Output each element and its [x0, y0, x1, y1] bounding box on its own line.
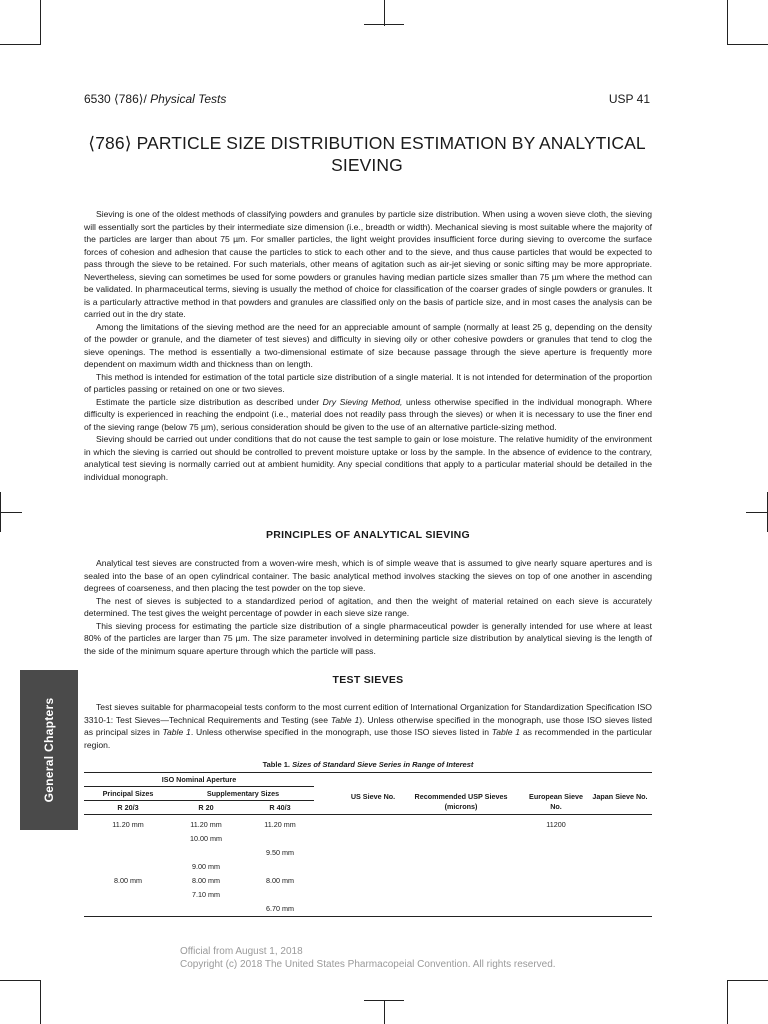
table-ref: Table 1 — [491, 727, 521, 737]
footer — [180, 945, 556, 971]
paragraph: Sieving is one of the oldest methods of classifying powders and granules by particle size distribution. When using a woven sieve cloth, the sieving will essentially sort the particles by their intermediate size dimension (i.e., breadth or width). Mechanical sieving is most suitable where the majority of the particles are larger than about 75 µm. For smaller particles, the light weight provides insufficient force during sieving to overcome the surface forces of cohesion and adhesion that cause the particles to stick to each other and to the sieve, and thus cause particles that would be expected to pass through the sieve to be retained. For such materials, other means of agitation such as air-jet sieving or sonic sifting may be more appropriate. Nevertheless, sieving can sometimes be used for some powders or granules having median particle sizes smaller than 75 µm where the method can be validated. In pharmaceutical terms, sieving is usually the method of choice for classification of the coarser grades of single powders or granules. It is a particularly attractive method in that powders and granules are classified only on the basis of particle size, and in most cases the analysis can be carried out in the dry state. — [84, 209, 652, 319]
side-tab — [20, 670, 78, 830]
table-cell: 9.50 mm — [266, 848, 294, 857]
principles-heading: PRINCIPLES OF ANALYTICAL SIEVING — [265, 529, 471, 541]
paragraph: Test sieves suitable for pharmacopeial tests conform to the most current edition of International Organization for Standardization Specification ISO 3310-1: Test Sieves—Technical Requirements and Testing (see Table 1). Unless otherwise specified in the monograph, use those ISO sieves listed as principal sizes in Table 1. Unless otherwise specified in the monograph, use those ISO sieves listed in Table 1 as recommended in the particular region. — [84, 702, 652, 750]
test-sieves-section — [84, 701, 652, 751]
table-cell: 11200 — [546, 820, 566, 829]
paragraph: Sieving should be carried out under conditions that do not cause the test sample to gain or lose moisture. The relative humidity of the environment in which the sieving is carried out should be controlled to prevent moisture uptake or loss by the sample. In the absence of evidence to the contrary, analytical test sieving is normally carried out at ambient humidity. Any special conditions that apply to a particular material should be detailed in the individual monograph. — [84, 434, 652, 482]
side-tab-label: General Chapters — [42, 697, 56, 803]
iso-nominal-aperture-header: ISO Nominal Aperture — [161, 775, 237, 784]
page-title: ⟨786⟩ PARTICLE SIZE DISTRIBUTION ESTIMATION BY ANALYTICAL SIEVING — [88, 133, 646, 175]
footer-official: Official from August 1, 2018 — [180, 946, 303, 957]
table-cell: 8.00 mm — [114, 876, 142, 885]
us-sieve-header: US Sieve No. — [350, 792, 396, 801]
running-header-left: 6530 ⟨786⟩/ Physical Tests — [84, 92, 227, 106]
table-cell: 11.20 mm — [190, 820, 222, 829]
table-cell: 8.00 mm — [266, 876, 294, 885]
table-cell: 7.10 mm — [192, 890, 220, 899]
japan-sieve-header: Japan Sieve No. — [592, 792, 648, 801]
r40-3-header: R 40/3 — [269, 803, 291, 812]
paragraph: This sieving process for estimating the particle size distribution of a single pharmaceutical powder is generally intended for use where at least 80% of the particles are larger than 75 µm. The size parameter involved in determining particle size distribution by analytical sieving is the length of the side of the minimum square aperture through which the particle will pass. — [84, 620, 652, 656]
section-name: Physical Tests — [150, 92, 227, 106]
principal-sizes-header: Principal Sizes — [102, 789, 154, 798]
table-cell: 8.00 mm — [192, 876, 220, 885]
test-sieves-heading: TEST SIEVES — [332, 674, 404, 686]
paragraph: Among the limitations of the sieving method are the need for an appreciable amount of sample (normally at least 25 g, depending on the density of the powder or granule, and the diameter of test sieves) and difficulty in sieving oily or other cohesive powders or granules that tend to clog the sieve openings. The method is essentially a two-dimensional estimate of size because passage through the sieve aperture is frequently more dependent on maximum width and thickness than on length. — [84, 321, 652, 369]
paragraph: Analytical test sieves are constructed from a woven-wire mesh, which is of simple weave that is assumed to give nearly square apertures and is sealed into the base of an open cylindrical container. The basic analytical method involves stacking the sieves on top of one another in ascending degrees of coarseness, and then placing the test powder on the top sieve. — [84, 558, 652, 593]
usp-sieves-header: Recommended USP Sieves (microns) — [414, 792, 508, 811]
table-ref: Table 1 — [330, 714, 360, 725]
principles-section — [84, 557, 652, 657]
paragraph: This method is intended for estimation of the total particle size distribution of a single material. It is not intended for determination of the proportion of particles passing or retained on one or two sieves. — [84, 371, 652, 394]
running-header-right: USP 41 — [608, 92, 650, 106]
table-cell: 11.20 mm — [112, 820, 144, 829]
paragraph: Estimate the particle size distribution as described under Dry Sieving Method, unless otherwise specified in the individual monograph. Where difficulty is experienced in reaching the endpoint (i.e., material does not readily pass through the sieves) or when it is necessary to use the finer end of the sieving range (below 75 µm), serious consideration should be given to the use of an alternative particle-sizing method. — [84, 396, 652, 432]
table-caption: Table 1. Sizes of Standard Sieve Series in Range of Interest — [262, 760, 474, 769]
chapter-number: ⟨786⟩ — [114, 92, 144, 106]
r20-3-header: R 20/3 — [117, 803, 139, 812]
european-sieve-header: European Sieve No. — [529, 792, 583, 811]
page-number: 6530 — [84, 92, 111, 106]
intro-section — [84, 208, 652, 483]
table-cell: 9.00 mm — [192, 862, 220, 871]
r20-header: R 20 — [198, 803, 214, 812]
dry-sieving-method-ref: Dry Sieving Method, — [322, 396, 403, 407]
paragraph: The nest of sieves is subjected to a standardized period of agitation, and then the weight of material retained on each sieve is accurately determined. The test gives the weight percentage of powder in each sieve size range. — [84, 595, 652, 618]
table-cell: 6.70 mm — [266, 904, 294, 913]
table-cell: 11.20 mm — [264, 820, 296, 829]
table-cell: 10.00 mm — [190, 834, 222, 843]
footer-copyright: Copyright (c) 2018 The United States Pharmacopeial Convention. All rights reserved. — [180, 959, 556, 970]
supplementary-sizes-header: Supplementary Sizes — [206, 789, 280, 798]
table-ref: Table 1 — [162, 727, 191, 737]
